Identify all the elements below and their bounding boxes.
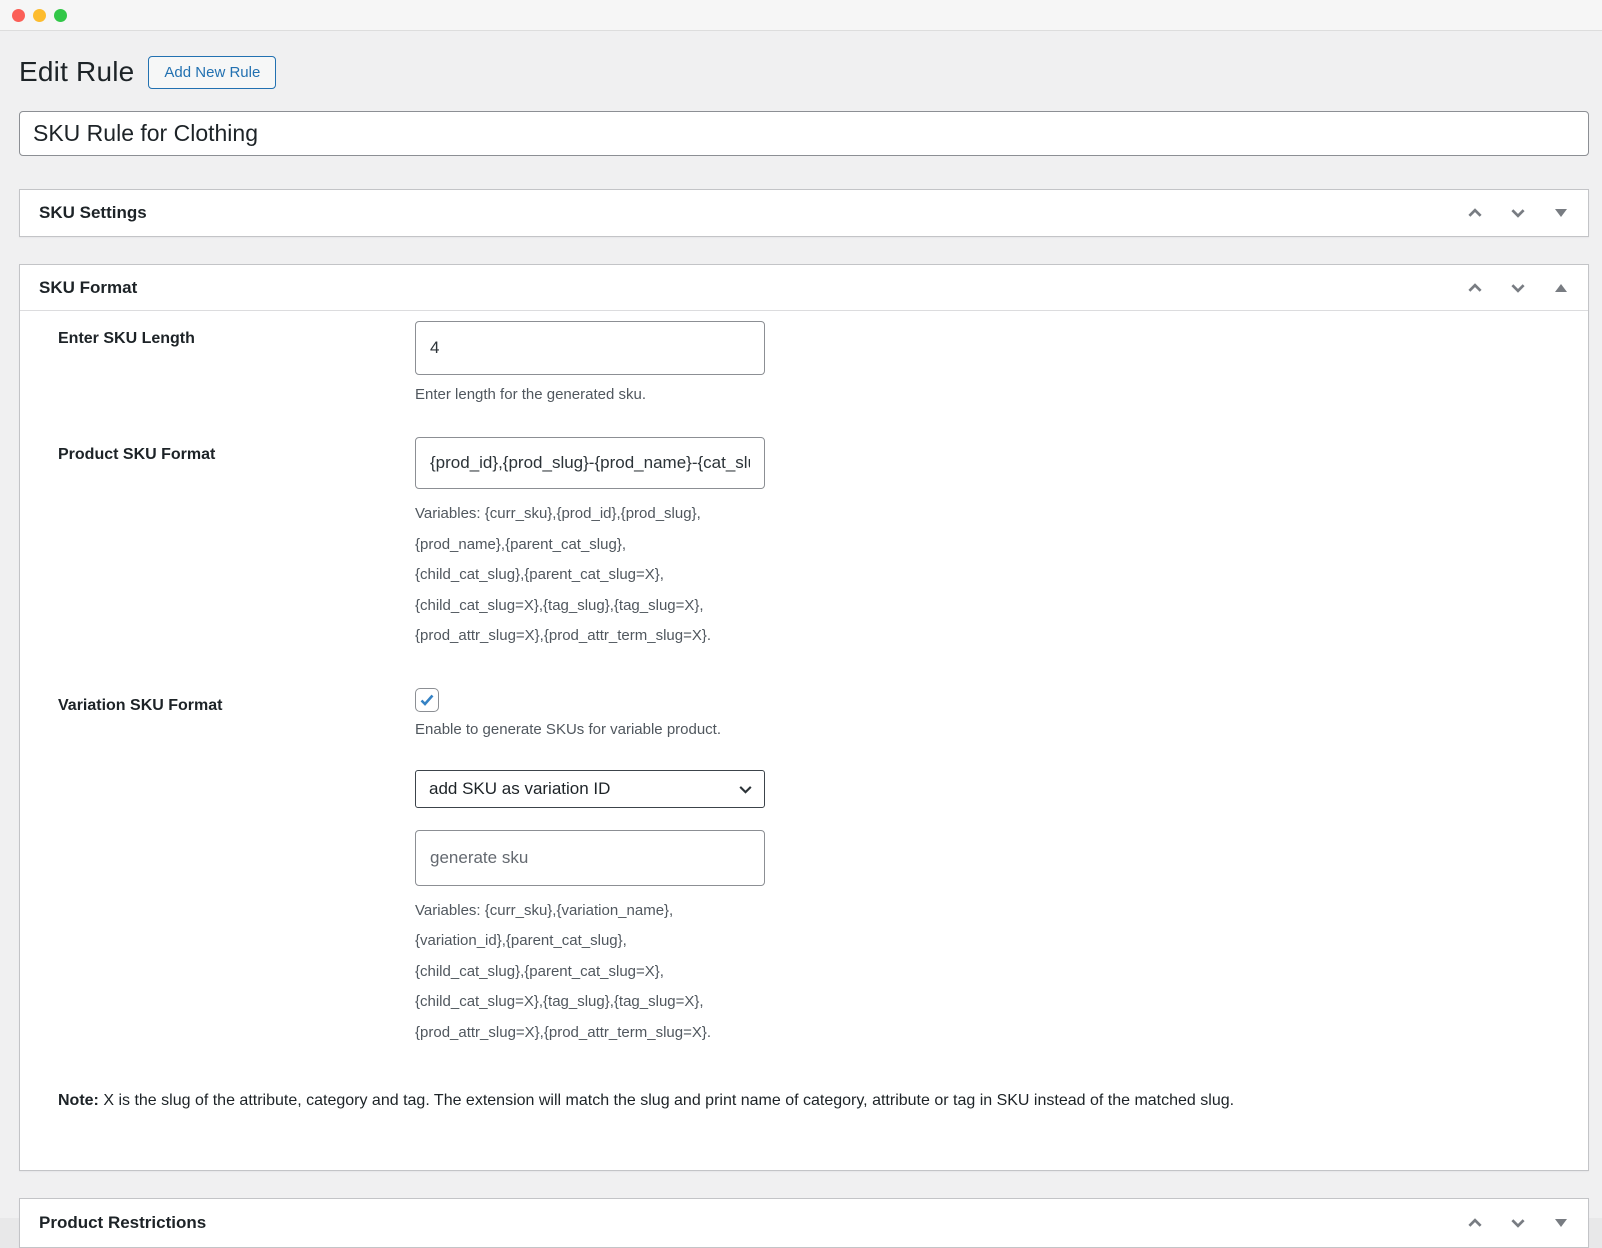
variation-sku-checkbox-description: Enable to generate SKUs for variable product. xyxy=(415,720,722,738)
variables-line: {child_cat_slug=X},{tag_slug},{tag_slug=X}, xyxy=(415,993,704,1010)
page xyxy=(0,31,1602,1248)
panel-controls xyxy=(1464,277,1572,299)
panel-sku-settings-header[interactable] xyxy=(20,190,1588,236)
panel-controls xyxy=(1464,1212,1572,1234)
variables-line: {child_cat_slug=X},{tag_slug},{tag_slug=X}, xyxy=(415,596,704,614)
product-sku-variables xyxy=(415,499,1569,652)
panel-sku-format xyxy=(19,264,1589,1171)
close-window-button[interactable] xyxy=(12,9,25,22)
product-sku-format-label: Product SKU Format xyxy=(58,446,216,463)
toggle-panel-icon[interactable] xyxy=(1550,202,1572,224)
variation-sku-variables xyxy=(415,896,1569,1049)
page-header xyxy=(19,55,1589,89)
panel-product-restrictions xyxy=(19,1198,1589,1248)
checkmark-icon xyxy=(419,692,435,708)
variation-id-select-wrap xyxy=(415,770,765,808)
variables-line: {prod_attr_slug=X},{prod_attr_term_slug=X}. xyxy=(415,627,712,644)
rule-name-input[interactable] xyxy=(19,111,1589,156)
variables-line: {prod_name},{parent_cat_slug}, xyxy=(415,535,627,553)
product-sku-format-input[interactable] xyxy=(415,437,765,489)
minimize-window-button[interactable] xyxy=(33,9,46,22)
zoom-window-button[interactable] xyxy=(54,9,67,22)
variables-line: {child_cat_slug},{parent_cat_slug=X}, xyxy=(415,566,664,583)
product-sku-format-row xyxy=(39,437,1569,652)
move-down-icon[interactable] xyxy=(1507,277,1529,299)
page-title: Edit Rule xyxy=(19,56,135,87)
add-new-rule-button[interactable]: Add New Rule xyxy=(148,56,276,89)
panel-sku-format-header[interactable] xyxy=(20,265,1588,311)
variation-sku-checkbox[interactable] xyxy=(415,688,439,712)
move-down-icon[interactable] xyxy=(1507,1212,1529,1234)
variables-line: {prod_attr_slug=X},{prod_attr_term_slug=X}. xyxy=(415,1023,712,1041)
sku-length-row xyxy=(39,321,1569,405)
toggle-panel-icon[interactable] xyxy=(1550,1212,1572,1234)
note xyxy=(39,1090,1569,1112)
sku-length-description: Enter length for the generated sku. xyxy=(415,386,646,403)
variation-sku-format-row xyxy=(39,688,1569,1049)
titlebar xyxy=(0,0,1602,31)
variables-line: {child_cat_slug},{parent_cat_slug=X}, xyxy=(415,962,664,980)
variation-id-select[interactable] xyxy=(415,770,765,808)
sku-length-input[interactable] xyxy=(415,321,765,375)
move-up-icon[interactable] xyxy=(1464,277,1486,299)
move-up-icon[interactable] xyxy=(1464,1212,1486,1234)
move-up-icon[interactable] xyxy=(1464,202,1486,224)
variables-line: {variation_id},{parent_cat_slug}, xyxy=(415,932,627,949)
panel-sku-settings xyxy=(19,189,1589,237)
variables-line: Variables: {curr_sku},{prod_id},{prod_slug}, xyxy=(415,505,701,522)
toggle-panel-icon[interactable] xyxy=(1550,277,1572,299)
note-label: Note: xyxy=(58,1092,99,1109)
sku-length-label: Enter SKU Length xyxy=(58,330,195,347)
panel-product-restrictions-header[interactable] xyxy=(20,1199,1588,1247)
variables-line: Variables: {curr_sku},{variation_name}, xyxy=(415,901,674,919)
variation-sku-format-label: Variation SKU Format xyxy=(58,696,223,714)
note-text: X is the slug of the attribute, category and tag. The extension will match the slug and print name of category, attribute or tag in SKU instead of the matched slug. xyxy=(98,1092,1235,1109)
panel-product-restrictions-title: Product Restrictions xyxy=(39,1213,207,1232)
sku-format-body xyxy=(20,311,1588,1170)
panel-sku-format-title: SKU Format xyxy=(39,277,138,297)
panel-controls xyxy=(1464,202,1572,224)
move-down-icon[interactable] xyxy=(1507,202,1529,224)
variation-sku-format-input[interactable] xyxy=(415,830,765,886)
panel-sku-settings-title: SKU Settings xyxy=(39,203,147,222)
